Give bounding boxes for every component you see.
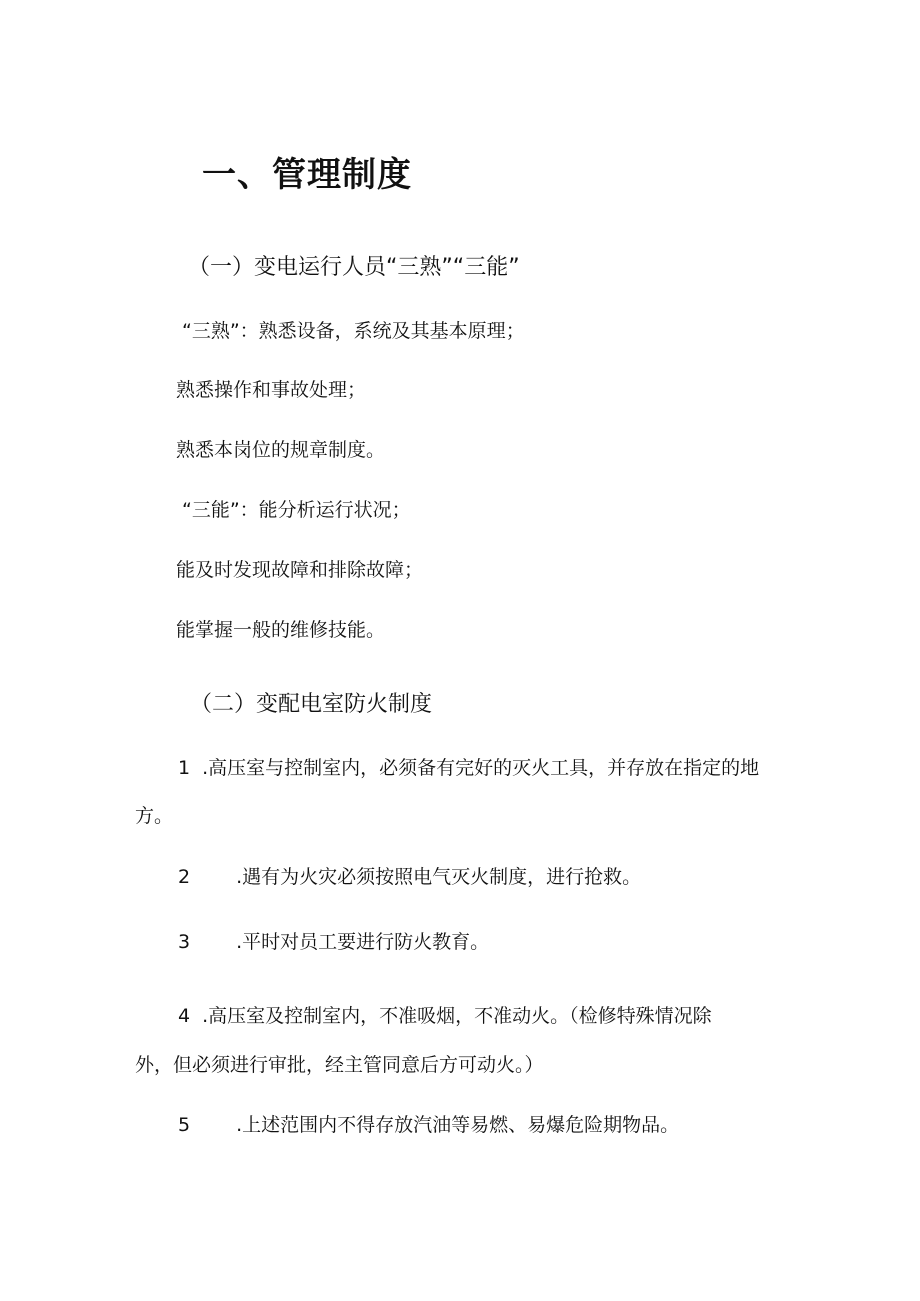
fire-rule-5	[178, 1116, 679, 1135]
fire-rule-3-number: 3	[178, 931, 191, 953]
fire-rule-5-text: .上述范围内不得存放汽油等易燃、易爆危险期物品。	[236, 1114, 680, 1136]
section-2-heading: （二）变配电室防火制度	[190, 692, 433, 717]
fire-rule-3-text: .平时对员工要进行防火教育。	[236, 931, 490, 953]
fire-rule-4	[178, 1007, 712, 1026]
fire-rule-4-text: .高压室及控制室内，不准吸烟，不准动火。（检修特殊情况除	[202, 1005, 712, 1027]
fire-rule-1-continuation: 方。	[135, 805, 174, 827]
section-1-line-5: 能及时发现故障和排除故障；	[176, 559, 424, 581]
document-title: 一、管理制度	[202, 155, 412, 195]
fire-rule-1-number: 1	[178, 757, 191, 779]
section-1-line-3: 熟悉本岗位的规章制度。	[176, 439, 386, 461]
fire-rule-2	[178, 868, 641, 887]
section-1-line-2: 熟悉操作和事故处理；	[176, 379, 367, 401]
fire-rule-4-number: 4	[178, 1005, 191, 1027]
fire-rule-2-number: 2	[178, 866, 191, 888]
section-1-line-1: “三熟”：熟悉设备，系统及其基本原理；	[182, 320, 525, 342]
section-1-line-4: “三能”：能分析运行状况；	[182, 499, 411, 521]
fire-rule-5-number: 5	[178, 1114, 191, 1136]
fire-rule-2-text: .遇有为火灾必须按照电气灭火制度，进行抢救。	[236, 866, 642, 888]
section-1-line-6: 能掌握一般的维修技能。	[176, 619, 386, 641]
fire-rule-4-continuation: 外，但必须进行审批，经主管同意后方可动火。）	[135, 1054, 544, 1076]
section-1-heading: （一）变电运行人员“三熟”“三能”	[188, 255, 520, 280]
fire-rule-3	[178, 933, 489, 952]
fire-rule-1	[178, 759, 759, 778]
fire-rule-1-text: .高压室与控制室内，必须备有完好的灭火工具，并存放在指定的地	[202, 757, 760, 779]
